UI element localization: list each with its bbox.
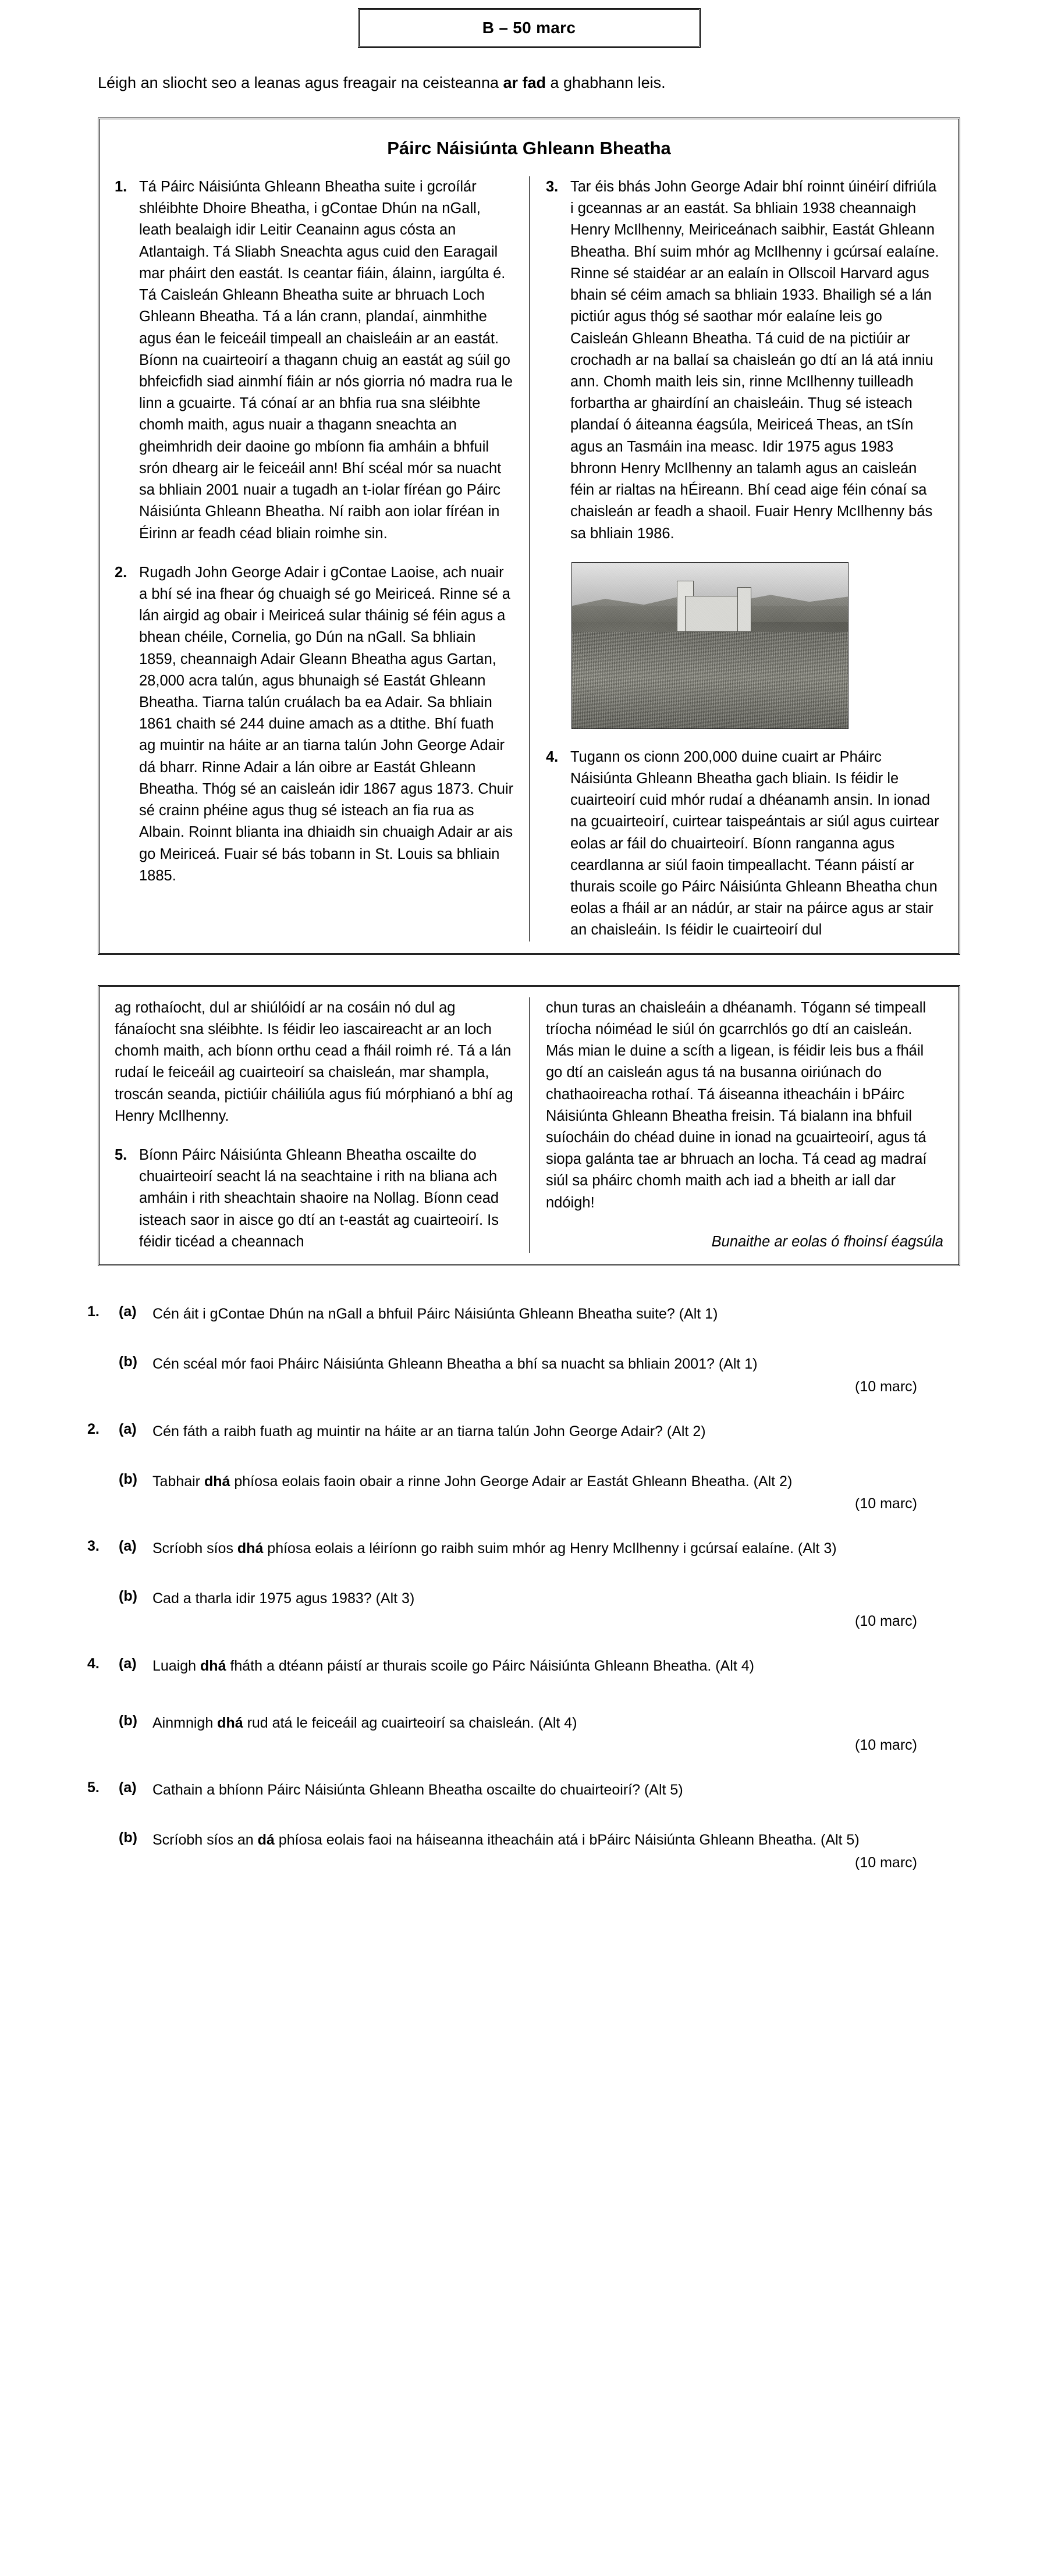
question-letter-1a: (a) bbox=[119, 1303, 137, 1320]
paragraph-number-2: 2. bbox=[115, 564, 127, 581]
paragraph-text-5-cont: chun turas an chaisleáin a dhéanamh. Tógann sé timpeall tríocha nóiméad le siúl ón gcarrchlós go dtí an caisleán. Más mian le duine a scíth a ligean, is féidir leis bus a fháil go dtí an caisleán agus tá na busanna oiriúnach do chathaoireacha rothaí. Tá áiseanna itheacháin i bPáirc Náisiúnta Ghleann Bheatha freisin. Tá bialann ina bhfuil suíocháin do chéad duine in ionad na gcuairteoirí, agus tá siopa galánta tae ar bhruach an locha. Tá cead ag madraí siúl sa pháirc chomh maith ach iad a bheith ar iall dar ndóigh! bbox=[546, 999, 927, 1211]
instruction-text-before: Léigh an sliocht seo a leanas agus freagair na ceisteanna bbox=[98, 74, 503, 91]
question-group-3 bbox=[87, 1538, 960, 1630]
photo-grain-overlay bbox=[572, 563, 848, 729]
q4a-before: Luaigh bbox=[152, 1657, 201, 1674]
passage-column-right-2 bbox=[529, 997, 943, 1253]
question-number-2: 2. bbox=[87, 1420, 100, 1437]
spacer-1a bbox=[87, 1328, 960, 1353]
question-text-2b bbox=[152, 1471, 960, 1492]
spacer-4a bbox=[87, 1680, 960, 1712]
question-1-marks: (10 marc) bbox=[855, 1378, 917, 1395]
q4b-before: Ainmnigh bbox=[152, 1714, 218, 1731]
question-number-4: 4. bbox=[87, 1655, 100, 1672]
question-text-4a bbox=[152, 1655, 960, 1676]
q3a-before: Scríobh síos bbox=[152, 1540, 237, 1557]
paragraph-number-3: 3. bbox=[546, 179, 559, 195]
question-text-2a: Cén fáth a raibh fuath ag muintir na háite ar an tiarna talún John George Adair? (Alt 2) bbox=[152, 1423, 706, 1440]
spacer-q1-q2 bbox=[87, 1395, 960, 1421]
section-marks-box: B – 50 marc bbox=[358, 8, 701, 48]
question-4a bbox=[87, 1655, 960, 1676]
passage-column-right-1 bbox=[529, 176, 943, 941]
paragraph-text-4-cont: ag rothaíocht, dul ar shiúlóidí ar na cosáin nó dul ag fánaíocht sna sléibhte. Is féidir leo iascaireacht ar an loch chomh maith, ach bíonn orthu cead a fháil roimh ré. Tá a lán rudaí le feiceáil ag cuairteoirí sa chaisleán, mar shampla, troscán seanda, pictiúir cháiliúla agus fiú mórphianó a bhí ag Henry McIlhenny. bbox=[115, 999, 513, 1124]
spacer-2a bbox=[87, 1445, 960, 1471]
paragraph-5-continued bbox=[546, 997, 943, 1214]
question-5-marks: (10 marc) bbox=[855, 1854, 917, 1871]
q4a-after: fháth a dtéann páistí ar thurais scoile go Páirc Náisiúnta Ghleann Bheatha. (Alt 4) bbox=[226, 1657, 754, 1674]
question-text-1a: Cén áit i gContae Dhún na nGall a bhfuil Páirc Náisiúnta Ghleann Bheatha suite? (Alt 1) bbox=[152, 1306, 718, 1323]
q4b-after: rud atá le feiceáil ag cuairteoirí sa chaisleán. (Alt 4) bbox=[243, 1714, 577, 1731]
question-text-4b bbox=[152, 1712, 960, 1733]
passage-box-2 bbox=[98, 985, 960, 1266]
q5b-after: phíosa eolais faoi na háiseanna itheacháin atá i bPáirc Náisiúnta Ghleann Bheatha. (Alt 5) bbox=[274, 1832, 860, 1849]
castle-photo-wrapper bbox=[571, 562, 943, 729]
question-number-5: 5. bbox=[87, 1779, 100, 1796]
question-group-5 bbox=[87, 1779, 960, 1871]
question-letter-1b: (b) bbox=[119, 1353, 137, 1370]
q3a-bold: dhá bbox=[237, 1540, 264, 1557]
question-letter-5a: (a) bbox=[119, 1779, 137, 1796]
question-5a bbox=[87, 1779, 960, 1800]
paragraph-text-4: Tugann os cionn 200,000 duine cuairt ar Pháirc Náisiúnta Ghleann Bheatha gach bliain. Is féidir le cuairteoirí cuid mhór rudaí a dhéanamh ansin. In ionad na gcuairteoirí, cuirtear taispeántais ar siúl agus cuirtear eolas ar fáil do chuairteoirí. Bíonn ranganna agus ceardlanna ar siúl faoin timpeallacht. Téann páistí ar thurais scoile go Páirc Náisiúnta Ghleann Bheatha chun eolas a fháil ar an nádúr, ar stair na páirce agus ar stair an chaisleáin. Is féidir le cuairteoirí dul bbox=[570, 748, 939, 939]
question-letter-4b: (b) bbox=[119, 1712, 137, 1729]
question-3b bbox=[87, 1588, 960, 1609]
question-number-1: 1. bbox=[87, 1303, 100, 1320]
paragraph-5 bbox=[115, 1145, 514, 1253]
q5b-bold: dá bbox=[257, 1832, 275, 1849]
instruction-text-after: a ghabhann leis. bbox=[546, 74, 666, 91]
paragraph-text-1: Tá Páirc Náisiúnta Ghleann Bheatha suite i gcroílár shléibhte Dhoire Bheatha, i gContae Dhún na nGall, leath bealaigh idir Leitir Ceanainn agus cósta an Atlantaigh. Tá Sliabh Sneachta agus cuid den Earagail mar pháirt den eastát. Is ceantar fiáin, álainn, iargúlta é. Tá Caisleán Ghleann Bheatha suite ar bhruach Loch Ghleann Bheatha. Tá a lán crann, plandaí, ainmhithe agus éan le feiceáil timpeall an chaisleáin ar an eastát. Bíonn na cuairteoirí a thagann chuig an eastát ag súil go bhfeicfidh siad ainmhí fiáin ar nós giorria nó madra rua le linn a gcuairte. Tá cónaí ar an bhfia rua sna sléibhte chomh maith, agus nuair a thagann sneachta an gheimhridh deir daoine go mbíonn fia amháin a bhfuil srón dhearg air le feiceáil ann! Bhí scéal mór sa nuacht sa bhliain 2001 nuair a tugadh an t-iolar fíréan go Páirc Náisiúnta Ghleann Bheatha. Ní raibh aon iolar fíréan in Éirinn ar feadh céad bliain roimhe sin. bbox=[139, 179, 513, 542]
question-1b bbox=[87, 1353, 960, 1374]
spacer-q3-q4 bbox=[87, 1630, 960, 1655]
paragraph-text-2: Rugadh John George Adair i gContae Laoise, ach nuair a bhí sé ina fhear óg chuaigh sé go Meiriceá. Rinne sé a lán airgid ag obair i Meiriceá sular tháinig sé féin agus a bhean chéile, Cornelia, go Dún na nGall. Sa bhliain 1859, cheannaigh Adair Gleann Bheatha agus Gartan, 28,000 acra talún, agus bhunaigh sé Eastát Ghleann Bheatha. Tiarna talún cruálach ba ea Adair. Sa bhliain 1861 chaith sé 244 duine amach as a dtithe. Bhí fuath ag muintir na háite ar an tiarna talún John George Adair dá bharr. Rinne Adair a lán oibre ar Eastát Ghleann Bheatha. Thóg sé an caisleán idir 1867 agus 1873. Chuir sé crainn phéine agus thug sé isteach an fia rua as Albain. Roinnt blianta ina dhiaidh sin chuaigh Adair ar ais go Meiriceá. Fuair sé bás tobann in St. Louis sa bhliain 1885. bbox=[139, 564, 514, 884]
question-3-marks: (10 marc) bbox=[855, 1612, 917, 1629]
passage-column-left-1 bbox=[115, 176, 529, 941]
passage-columns-1 bbox=[115, 176, 943, 941]
question-3a bbox=[87, 1538, 960, 1559]
paragraph-text-3: Tar éis bhás John George Adair bhí roinnt úinéirí difriúla i gceannas ar an eastát. Sa bhliain 1938 cheannaigh Henry McIlhenny, Meiriceánach saibhir, Eastát Ghleann Bheatha. Bhí suim mhór ag McIlhenny i gcúrsaí ealaíne. Rinne sé staidéar ar an ealaín in Ollscoil Harvard agus bhain sé céim amach sa bhliain 1933. Bhailigh sé a lán pictiúr agus thóg sé saothar mór ealaíne leis go Caisleán Ghleann Bheatha. Tá cuid de na pictiúir ar crochadh ar na ballaí sa chaisleán go dtí an lá atá inniu ann. Chomh maith leis sin, rinne McIlhenny tuilleadh forbartha ar ghairdíní an chaisleáin. Thug sé isteach plandaí ó áiteanna éagsúla, Meiriceá Theas, an tSín agus an Tasmáin ina measc. Idir 1975 agus 1983 bhronn Henry McIlhenny an talamh agus an caisleán féin ar rialtas na hÉireann. Bhí cead aige féin cónaí sa chaisleán ar feadh a shaoil. Fuair Henry McIlhenny bás sa bhliain 1986. bbox=[570, 179, 939, 542]
instruction-text-bold: ar fad bbox=[503, 74, 546, 91]
question-4b bbox=[87, 1712, 960, 1733]
question-4-marks: (10 marc) bbox=[855, 1737, 917, 1754]
question-5b bbox=[87, 1829, 960, 1850]
marks-header-row bbox=[0, 0, 1058, 48]
q2b-before: Tabhair bbox=[152, 1473, 204, 1490]
question-number-3: 3. bbox=[87, 1538, 100, 1555]
paragraph-3 bbox=[546, 176, 943, 545]
question-text-5b bbox=[152, 1829, 960, 1850]
spacer-3a bbox=[87, 1562, 960, 1588]
spacer-5a bbox=[87, 1804, 960, 1829]
passage-title: Páirc Náisiúnta Ghleann Bheatha bbox=[387, 138, 671, 158]
paragraph-text-5: Bíonn Páirc Náisiúnta Ghleann Bheatha oscailte do chuairteoirí seacht lá na seachtaine i rith na bliana ach amháin i rith sheachtain shaoire na Nollag. Bíonn cead isteach saor in aisce go dtí an t-eastát ag cuairteoirí. Is féidir ticéad a cheannach bbox=[139, 1147, 499, 1250]
paragraph-number-1: 1. bbox=[115, 179, 127, 195]
question-2-marks: (10 marc) bbox=[855, 1495, 917, 1512]
question-letter-4a: (a) bbox=[119, 1655, 137, 1672]
question-letter-2a: (a) bbox=[119, 1420, 137, 1437]
glenveagh-castle-photo bbox=[571, 562, 848, 729]
question-letter-3a: (a) bbox=[119, 1538, 137, 1555]
question-group-2 bbox=[87, 1421, 960, 1513]
spacer-q4-q5 bbox=[87, 1754, 960, 1779]
question-text-3a bbox=[152, 1538, 960, 1559]
q2b-after: phíosa eolais faoin obair a rinne John George Adair ar Eastát Ghleann Bheatha. (Alt 2) bbox=[230, 1473, 793, 1490]
questions-section bbox=[87, 1303, 960, 1906]
spacer-q2-q3 bbox=[87, 1512, 960, 1538]
question-2a bbox=[87, 1421, 960, 1442]
q3a-after: phíosa eolais a léiríonn go raibh suim mhór ag Henry McIlhenny i gcúrsaí ealaíne. (Alt 3) bbox=[263, 1540, 837, 1557]
q4b-bold: dhá bbox=[217, 1714, 243, 1731]
q5b-before: Scríobh síos an bbox=[152, 1832, 258, 1849]
question-group-4 bbox=[87, 1655, 960, 1754]
q4a-bold: dhá bbox=[200, 1657, 226, 1674]
paragraph-4 bbox=[546, 747, 943, 941]
question-text-1b: Cén scéal mór faoi Pháirc Náisiúnta Ghleann Bheatha a bhí sa nuacht sa bhliain 2001? (Alt 1) bbox=[152, 1356, 758, 1373]
passage-column-left-2 bbox=[115, 997, 529, 1253]
question-1a bbox=[87, 1303, 960, 1324]
question-letter-2b: (b) bbox=[119, 1470, 137, 1487]
paragraph-2 bbox=[115, 562, 514, 887]
paragraph-number-5: 5. bbox=[115, 1147, 127, 1163]
page-bottom-spacer bbox=[87, 1871, 960, 1906]
question-letter-5b: (b) bbox=[119, 1829, 137, 1846]
question-group-1 bbox=[87, 1303, 960, 1395]
passage-box-1 bbox=[98, 118, 960, 955]
paragraph-4-continued bbox=[115, 997, 514, 1127]
passage-source-attribution: Bunaithe ar eolas ó fhoinsí éagsúla bbox=[711, 1233, 943, 1250]
q2b-bold: dhá bbox=[204, 1473, 230, 1490]
question-2b bbox=[87, 1471, 960, 1492]
paragraph-number-4: 4. bbox=[546, 748, 559, 765]
passage-columns-2 bbox=[115, 997, 943, 1253]
question-text-5a: Cathain a bhíonn Páirc Náisiúnta Ghleann Bheatha oscailte do chuairteoirí? (Alt 5) bbox=[152, 1782, 683, 1799]
paragraph-1 bbox=[115, 176, 514, 545]
question-text-3b: Cad a tharla idir 1975 agus 1983? (Alt 3) bbox=[152, 1590, 415, 1607]
instruction-line bbox=[98, 74, 1058, 92]
question-letter-3b: (b) bbox=[119, 1588, 137, 1605]
